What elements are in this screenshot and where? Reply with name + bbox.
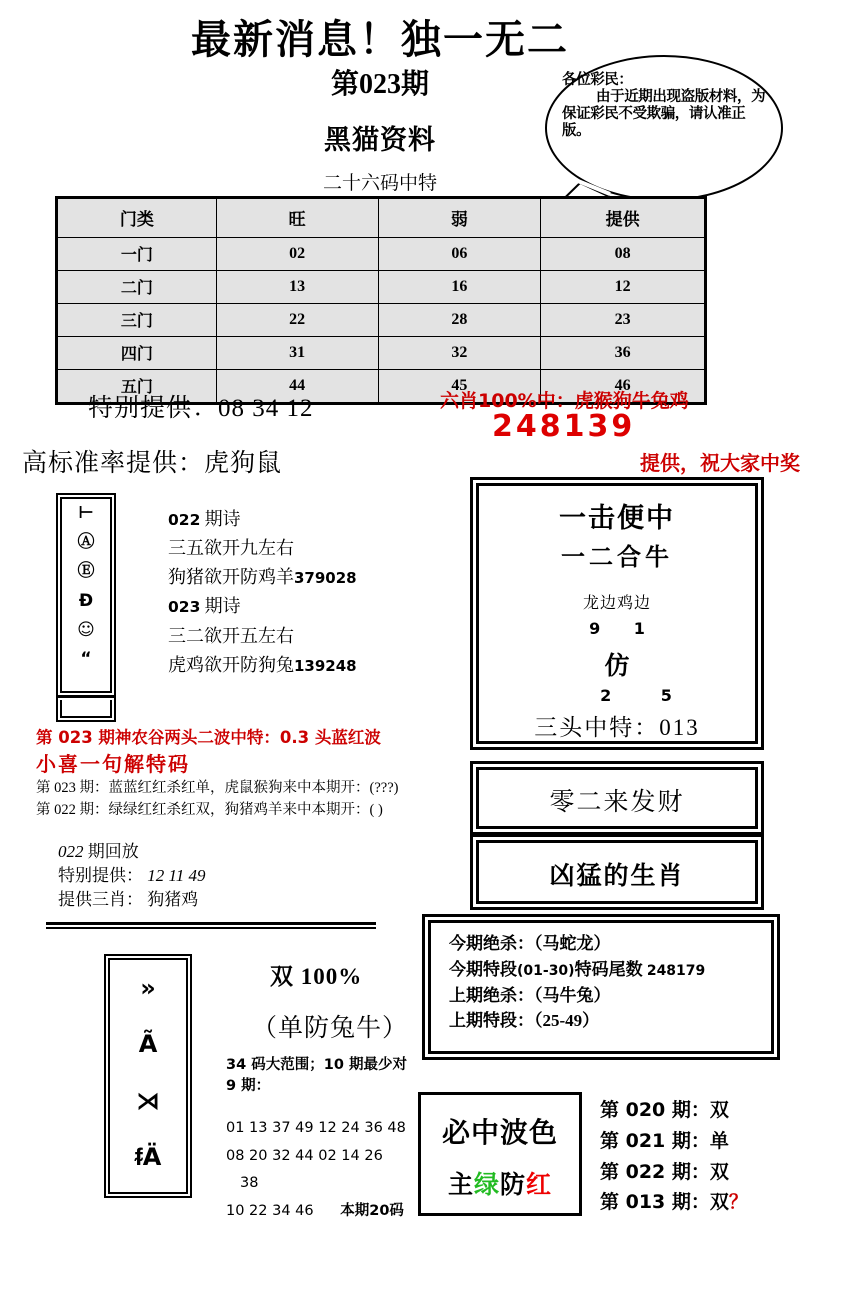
color-box-red: 红 — [526, 1172, 553, 1199]
table-row — [57, 337, 706, 370]
poem-023-line-2-text: 虎鸡欲开防狗兔 — [168, 654, 294, 675]
table-cell: 23 — [541, 304, 706, 337]
page-title: 最新消息！独一无二 — [191, 17, 569, 62]
poem-023-line-2 — [168, 651, 468, 680]
poem-022-line-2 — [168, 563, 468, 592]
double-100-label: 双 100% — [270, 964, 363, 989]
table-row-label: 二门 — [57, 271, 217, 304]
right-box-subhead: 一二合牛 — [561, 543, 673, 571]
right-box-numbers-top: 9 1 — [589, 619, 659, 638]
table-cell: 44 — [216, 370, 378, 404]
color-box-green: 绿 — [473, 1172, 500, 1199]
table-cell: 06 — [378, 238, 541, 271]
right-box-fortune — [476, 767, 758, 829]
table-row — [57, 238, 706, 271]
ornament-glyph-icon: “ — [80, 649, 92, 670]
ornament-glyph-icon: ᵮÄ — [134, 1143, 162, 1172]
history-item-question-mark: ？ — [728, 1191, 748, 1214]
ornament-glyph-icon: Ⓐ — [77, 532, 95, 553]
replay-title — [58, 840, 206, 864]
wave-banner-line: 第 023 期神农谷两头二波中特：0.3 头蓝红波 — [36, 728, 381, 747]
announcement-line-2: 由于近期出现盗版材料，为保证彩民不受欺骗，请认准正版。 — [562, 89, 766, 140]
poem-issue-022-number: 022 — [168, 511, 201, 529]
bottom-ornament-box — [108, 958, 188, 1194]
table-cell: 08 — [541, 238, 706, 271]
replay-three-value: 狗猪鸡 — [147, 889, 199, 909]
right-box-main — [476, 483, 758, 744]
segment-current-label: 今期特段 — [449, 959, 517, 979]
color-box-main-prefix: 主 — [447, 1172, 474, 1199]
right-box-animals: 龙边鸡边 — [582, 595, 651, 612]
table-row-label: 四门 — [57, 337, 217, 370]
history-item-value: 双 — [709, 1160, 729, 1183]
high-rate-offer-line — [22, 443, 282, 479]
poem-022-line-1: 三五欲开九左右 — [168, 538, 294, 559]
kill-current-line: 今期绝杀：（马蛇龙） — [449, 934, 611, 953]
numbers-table — [55, 196, 707, 405]
high-rate-label: 高标准率提供： — [22, 450, 205, 477]
range-note: 34 码大范围；10 期最少对 9 期： — [226, 1057, 407, 1095]
ornament-glyph-icon: ⊢ — [78, 503, 94, 523]
codes-row: 38 — [240, 1175, 259, 1192]
kill-previous-line: 上期绝杀：（马牛兔） — [449, 985, 611, 1005]
table-header-cell: 提供 — [541, 198, 706, 238]
ornament-chevron-icon: » — [140, 974, 156, 1002]
poem-issue-022 — [168, 505, 468, 534]
table-header-row — [57, 198, 706, 238]
ornament-glyph-icon: Ã — [138, 1030, 158, 1059]
right-box-kill — [428, 920, 774, 1054]
decode-explain-023: 第 023 期：蓝蓝红红杀红单，虎鼠猴狗来中本期开：(???) — [36, 780, 399, 796]
poem-023-line-1: 三二欲开五左右 — [168, 625, 294, 646]
segment-current-range: (01-30) — [517, 962, 575, 979]
poem-022-numbers: 379028 — [294, 569, 357, 588]
replay-title-label: 期回放 — [87, 842, 139, 861]
decode-explain-block — [36, 778, 466, 822]
table-cell: 02 — [216, 238, 378, 271]
table-header-cell: 旺 — [216, 198, 378, 238]
right-box-numbers-bottom: 2 5 — [600, 686, 694, 705]
table-cell: 36 — [541, 337, 706, 370]
history-item-value: 双 — [709, 1099, 729, 1121]
color-box-title: 必中波色 — [441, 1118, 558, 1149]
announcement-text — [562, 72, 772, 140]
history-item-label: 第 020 期： — [600, 1099, 710, 1121]
table-header-cell: 弱 — [378, 198, 541, 238]
special-offer-label: 特别提供： — [88, 395, 219, 422]
segment-tail-label: 特码尾数 — [574, 959, 643, 979]
poem-issue-022-label: 期诗 — [204, 509, 241, 529]
table-cell: 28 — [378, 304, 541, 337]
poem-issue-023-number: 023 — [168, 598, 201, 617]
announcement-line-1: 各位彩民： — [562, 72, 633, 88]
single-defense-label: （单防兔牛） — [252, 1015, 409, 1042]
poem-issue-023-label: 期诗 — [204, 596, 241, 617]
history-item — [600, 1157, 830, 1188]
right-box-center-char: 仿 — [604, 653, 630, 680]
ornament-glyph-icon: Ⓔ — [77, 561, 95, 582]
table-row-label: 一门 — [57, 238, 217, 271]
brand-title: 黑猫资料 — [324, 125, 436, 155]
replay-issue-number: 022 — [58, 842, 84, 861]
replay-three-label: 提供三肖： — [58, 889, 143, 909]
history-item-label: 第 022 期： — [600, 1160, 710, 1183]
codes-row-last — [226, 1198, 446, 1226]
segment-current-line — [449, 957, 771, 983]
segment-previous-line: 上期特段：（25-49） — [449, 1011, 600, 1031]
poem-block — [168, 505, 468, 680]
special-offer-line — [88, 388, 314, 424]
section-divider — [46, 922, 376, 929]
replay-block — [58, 840, 206, 911]
table-cell: 16 — [378, 271, 541, 304]
special-offer-value: 08 34 12 — [218, 395, 314, 422]
table-cell: 31 — [216, 337, 378, 370]
table-cell: 12 — [541, 271, 706, 304]
table-cell: 45 — [378, 370, 541, 404]
history-item — [600, 1095, 830, 1126]
table-cell: 22 — [216, 304, 378, 337]
six-animals-numbers: 248139 — [492, 409, 636, 444]
ornament-glyph-icon: ☺ — [77, 619, 95, 640]
color-prediction-box — [418, 1092, 582, 1216]
poem-022-line-2-text: 狗猪欲开防鸡羊 — [168, 567, 294, 588]
codes-block — [226, 1115, 446, 1225]
poem-issue-023 — [168, 592, 468, 621]
table-cell: 46 — [541, 370, 706, 404]
replay-special-line — [58, 864, 206, 888]
codes-row-last-values: 10 22 34 46 — [226, 1202, 314, 1219]
issue-title: 第023期 — [330, 69, 429, 100]
table-row — [57, 271, 706, 304]
six-animals-hit-text: 六肖100%中：虎猴狗牛兔鸡 — [440, 390, 689, 412]
poem-ornament-box — [60, 497, 112, 693]
decode-title: 小喜一句解特码 — [36, 752, 190, 776]
table-cell: 13 — [216, 271, 378, 304]
decode-explain-022: 第 022 期：绿绿红红杀红双，狗猪鸡羊来中本期开：( ) — [36, 801, 383, 818]
table-header-cell: 门类 — [57, 198, 217, 238]
history-item — [600, 1126, 830, 1157]
table-row-label: 三门 — [57, 304, 217, 337]
segment-tail-numbers: 248179 — [646, 962, 706, 979]
history-item-value: 双 — [709, 1191, 729, 1214]
table-row-label: 五门 — [57, 370, 217, 404]
high-rate-value: 虎狗鼠 — [204, 450, 283, 477]
ornament-glyph-icon: Ɖ — [78, 590, 94, 611]
color-box-defend-prefix: 防 — [500, 1172, 527, 1199]
codes-count-label: 本期20码 — [340, 1202, 404, 1219]
ornament-cross-icon: ⋊ — [136, 1086, 160, 1115]
poem-023-numbers: 139248 — [294, 656, 357, 675]
right-box-headline: 一击便中 — [559, 503, 675, 533]
table-cell: 32 — [378, 337, 541, 370]
replay-special-label: 特别提供： — [58, 865, 143, 885]
good-luck-text: 提供，祝大家中奖 — [640, 451, 800, 475]
codes-row: 01 13 37 49 12 24 36 48 — [226, 1120, 406, 1136]
history-list — [600, 1095, 830, 1218]
history-item-label: 第 013 期： — [600, 1191, 710, 1214]
history-item-label: 第 021 期： — [600, 1129, 710, 1152]
right-box-zodiac — [476, 840, 758, 904]
subtitle: 二十六码中特 — [322, 173, 437, 194]
right-box-fortune-text: 零二来发财 — [549, 789, 685, 816]
history-item — [600, 1187, 830, 1218]
replay-special-value: 12 11 49 — [147, 865, 206, 885]
codes-row: 08 20 32 44 02 14 26 — [226, 1147, 383, 1164]
right-box-three-heads: 三头中特：013 — [534, 715, 700, 740]
table-row — [57, 304, 706, 337]
poem-ornament-box-foot — [60, 700, 112, 718]
history-item-value: 单 — [709, 1129, 729, 1152]
color-box-main — [421, 1165, 579, 1201]
right-box-zodiac-text: 凶猛的生肖 — [549, 863, 685, 890]
replay-three-line — [58, 888, 206, 912]
